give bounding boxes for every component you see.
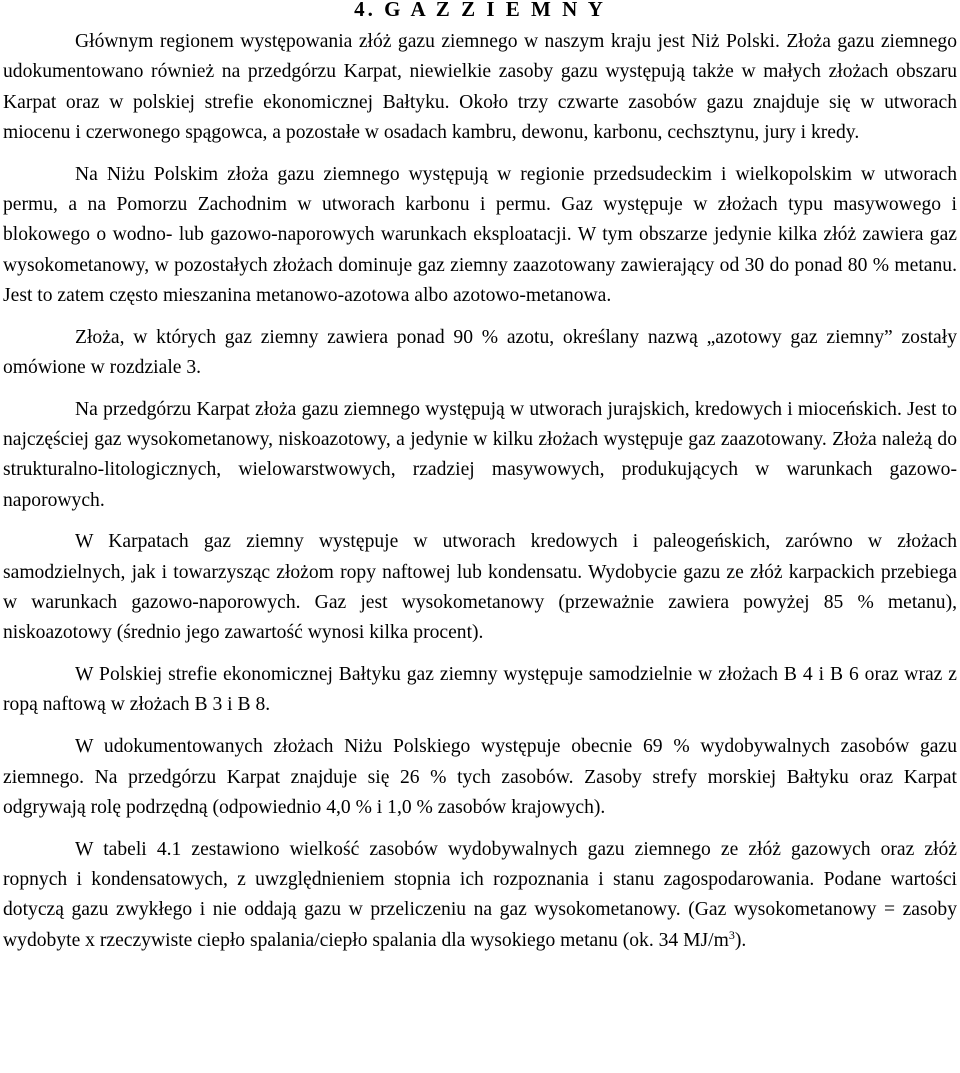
paragraph-zasoby-udzial: W udokumentowanych złożach Niżu Polskiego występuje obecnie 69 % wydobywalnych zasobów gazu ziemnego. Na przedgórzu Karpat znajduje się 26 % tych zasobów. Zasoby strefy morskiej Bałtyku oraz Karpat odgrywają rolę podrzędną (odpowiednio 4,0 % i 1,0 % zasobów krajowych). — [3, 736, 957, 818]
paragraph-azotowy-gaz: Złoża, w których gaz ziemny zawiera ponad 90 % azotu, określany nazwą „azotowy gaz ziemny” zostały omówione w rozdziale 3. — [3, 326, 957, 378]
paragraph-niz-polski: Na Niżu Polskim złoża gazu ziemnego występują w regionie przedsudeckim i wielkopolskim w utworach permu, a na Pomorzu Zachodnim w utworach karbonu i permu. Gaz występuje w złożach typu masywowego i blokowego o wodno- lub gazowo-naporowych warunkach eksploatacji. W tym obszarze jedynie kilka złóż zawiera gaz wysokometanowy, w pozostałych złożach dominuje gaz ziemny zaazotowany zawierający od 30 do ponad 80 % metanu. Jest to zatem często mieszanina metanowo-azotowa albo azotowo-metanowa. — [3, 163, 957, 306]
section-heading: 4. G A Z Z I E M N Y — [354, 0, 606, 21]
paragraph-tabela-text: W tabeli 4.1 zestawiono wielkość zasobów wydobywalnych gazu ziemnego ze złóż gazowych oraz złóż ropnych i kondensatowych, z uwzględnieniem stopnia ich rozpoznania i stanu zagospodarowania. Podane wartości dotyczą gazu zwykłego i nie oddają gazu w przeliczeniu na gaz wysokometanowy. (Gaz wysokometanowy = zasoby wydobyte x rzeczywiste ciepło spalania/ciepło spalania dla wysokiego metanu (ok. 34 MJ/m — [3, 838, 957, 951]
paragraph-overview: Głównym regionem występowania złóż gazu ziemnego w naszym kraju jest Niż Polski. Złoża gazu ziemnego udokumentowano również na przedgórzu Karpat, niewielkie zasoby gazu występują także w małych złożach obszaru Karpat oraz w polskiej strefie ekonomicznej Bałtyku. Około trzy czwarte zasobów gazu znajduje się w utworach miocenu i czerwonego spągowca, a pozostałe w osadach kambru, dewonu, karbonu, cechsztynu, jury i kredy. — [3, 31, 957, 143]
paragraph-karpaty: W Karpatach gaz ziemny występuje w utworach kredowych i paleogeńskich, zarówno w złożach samodzielnych, jak i towarzysząc złożom ropy naftowej lub kondensatu. Wydobycie gazu ze złóż karpackich przebiega w warunkach gazowo-naporowych. Gaz jest wysokometanowy (przeważnie zawiera powyżej 85 % metanu), niskoazotowy (średnio jego zawartość wynosi kilka procent). — [3, 531, 957, 644]
paragraph-baltyk: W Polskiej strefie ekonomicznej Bałtyku gaz ziemny występuje samodzielnie w złożach B 4 i B 6 oraz wraz z ropą naftową w złożach B 3 i B 8. — [3, 664, 957, 716]
superscript-exponent: 3 — [728, 927, 735, 942]
paragraph-przedgorze-karpat: Na przedgórzu Karpat złoża gazu ziemnego występują w utworach jurajskich, kredowych i mioceńskich. Jest to najczęściej gaz wysokometanowy, niskoazotowy, a jedynie w kilku złożach występuje gaz zaazotowany. Złoża należą do strukturalno-litologicznych, wielowarstwowych, rzadziej masywowych, produkujących w warunkach gazowo-naporowych. — [3, 398, 957, 511]
paragraph-tabela-tail: ). — [734, 929, 747, 951]
paragraph-tabela — [3, 835, 957, 956]
